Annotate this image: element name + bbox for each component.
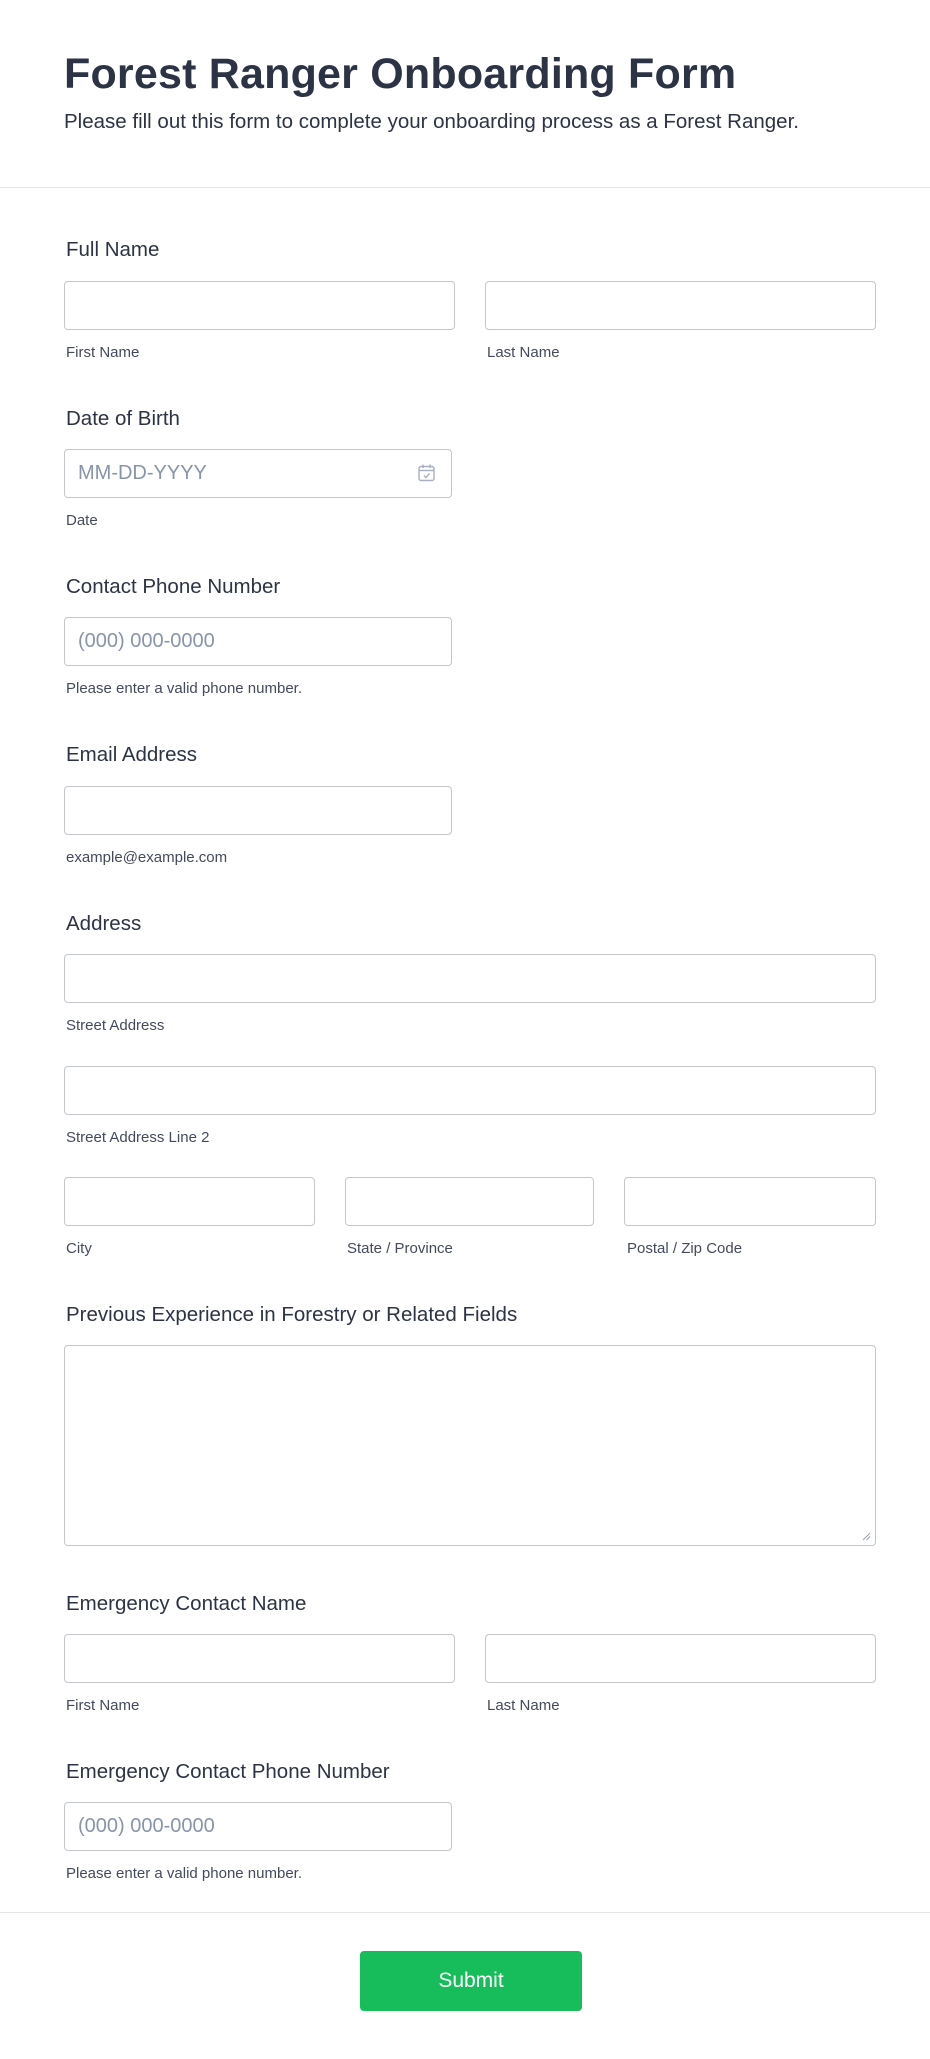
email-label: Email Address <box>66 743 198 766</box>
emergency-phone-input[interactable] <box>64 1802 452 1851</box>
city-sublabel: City <box>66 1240 92 1257</box>
calendar-icon[interactable] <box>417 463 437 483</box>
emergency-first-name-input[interactable] <box>64 1634 455 1683</box>
submit-button[interactable]: Submit <box>360 1951 582 2011</box>
dob-placeholder: MM-DD-YYYY <box>78 462 207 484</box>
phone-sublabel: Please enter a valid phone number. <box>66 680 302 697</box>
street-address-input[interactable] <box>64 954 876 1003</box>
city-input[interactable] <box>64 1177 315 1226</box>
emergency-phone-placeholder: (000) 000-0000 <box>78 1815 215 1837</box>
email-sublabel: example@example.com <box>66 849 228 866</box>
first-name-sublabel: First Name <box>66 344 140 361</box>
phone-placeholder: (000) 000-0000 <box>78 630 215 652</box>
street-address-line2-input[interactable] <box>64 1066 876 1115</box>
street-address-line2-sublabel: Street Address Line 2 <box>66 1129 210 1146</box>
resize-grip-icon[interactable] <box>862 1532 871 1541</box>
dob-input[interactable] <box>64 449 452 498</box>
emergency-phone-sublabel: Please enter a valid phone number. <box>66 1865 302 1882</box>
dob-sublabel: Date <box>66 512 98 529</box>
experience-label: Previous Experience in Forestry or Related Fields <box>66 1303 518 1326</box>
page-subtitle: Please fill out this form to complete your onboarding process as a Forest Ranger. <box>64 110 799 133</box>
dob-label: Date of Birth <box>66 407 180 430</box>
experience-textarea[interactable] <box>64 1345 876 1546</box>
emergency-last-name-sublabel: Last Name <box>487 1697 560 1714</box>
emergency-phone-label: Emergency Contact Phone Number <box>66 1760 390 1783</box>
street-address-sublabel: Street Address <box>66 1017 165 1034</box>
first-name-input[interactable] <box>64 281 455 330</box>
emergency-last-name-input[interactable] <box>485 1634 876 1683</box>
full-name-label: Full Name <box>66 238 160 261</box>
page-title: Forest Ranger Onboarding Form <box>64 50 737 98</box>
emergency-name-label: Emergency Contact Name <box>66 1592 307 1615</box>
phone-input[interactable] <box>64 617 452 666</box>
address-label: Address <box>66 912 142 935</box>
email-input[interactable] <box>64 786 452 835</box>
emergency-first-name-sublabel: First Name <box>66 1697 140 1714</box>
last-name-input[interactable] <box>485 281 876 330</box>
zip-sublabel: Postal / Zip Code <box>627 1240 743 1257</box>
phone-label: Contact Phone Number <box>66 575 281 598</box>
form-header <box>0 0 930 188</box>
last-name-sublabel: Last Name <box>487 344 560 361</box>
zip-input[interactable] <box>624 1177 876 1226</box>
state-sublabel: State / Province <box>347 1240 453 1257</box>
state-input[interactable] <box>345 1177 594 1226</box>
